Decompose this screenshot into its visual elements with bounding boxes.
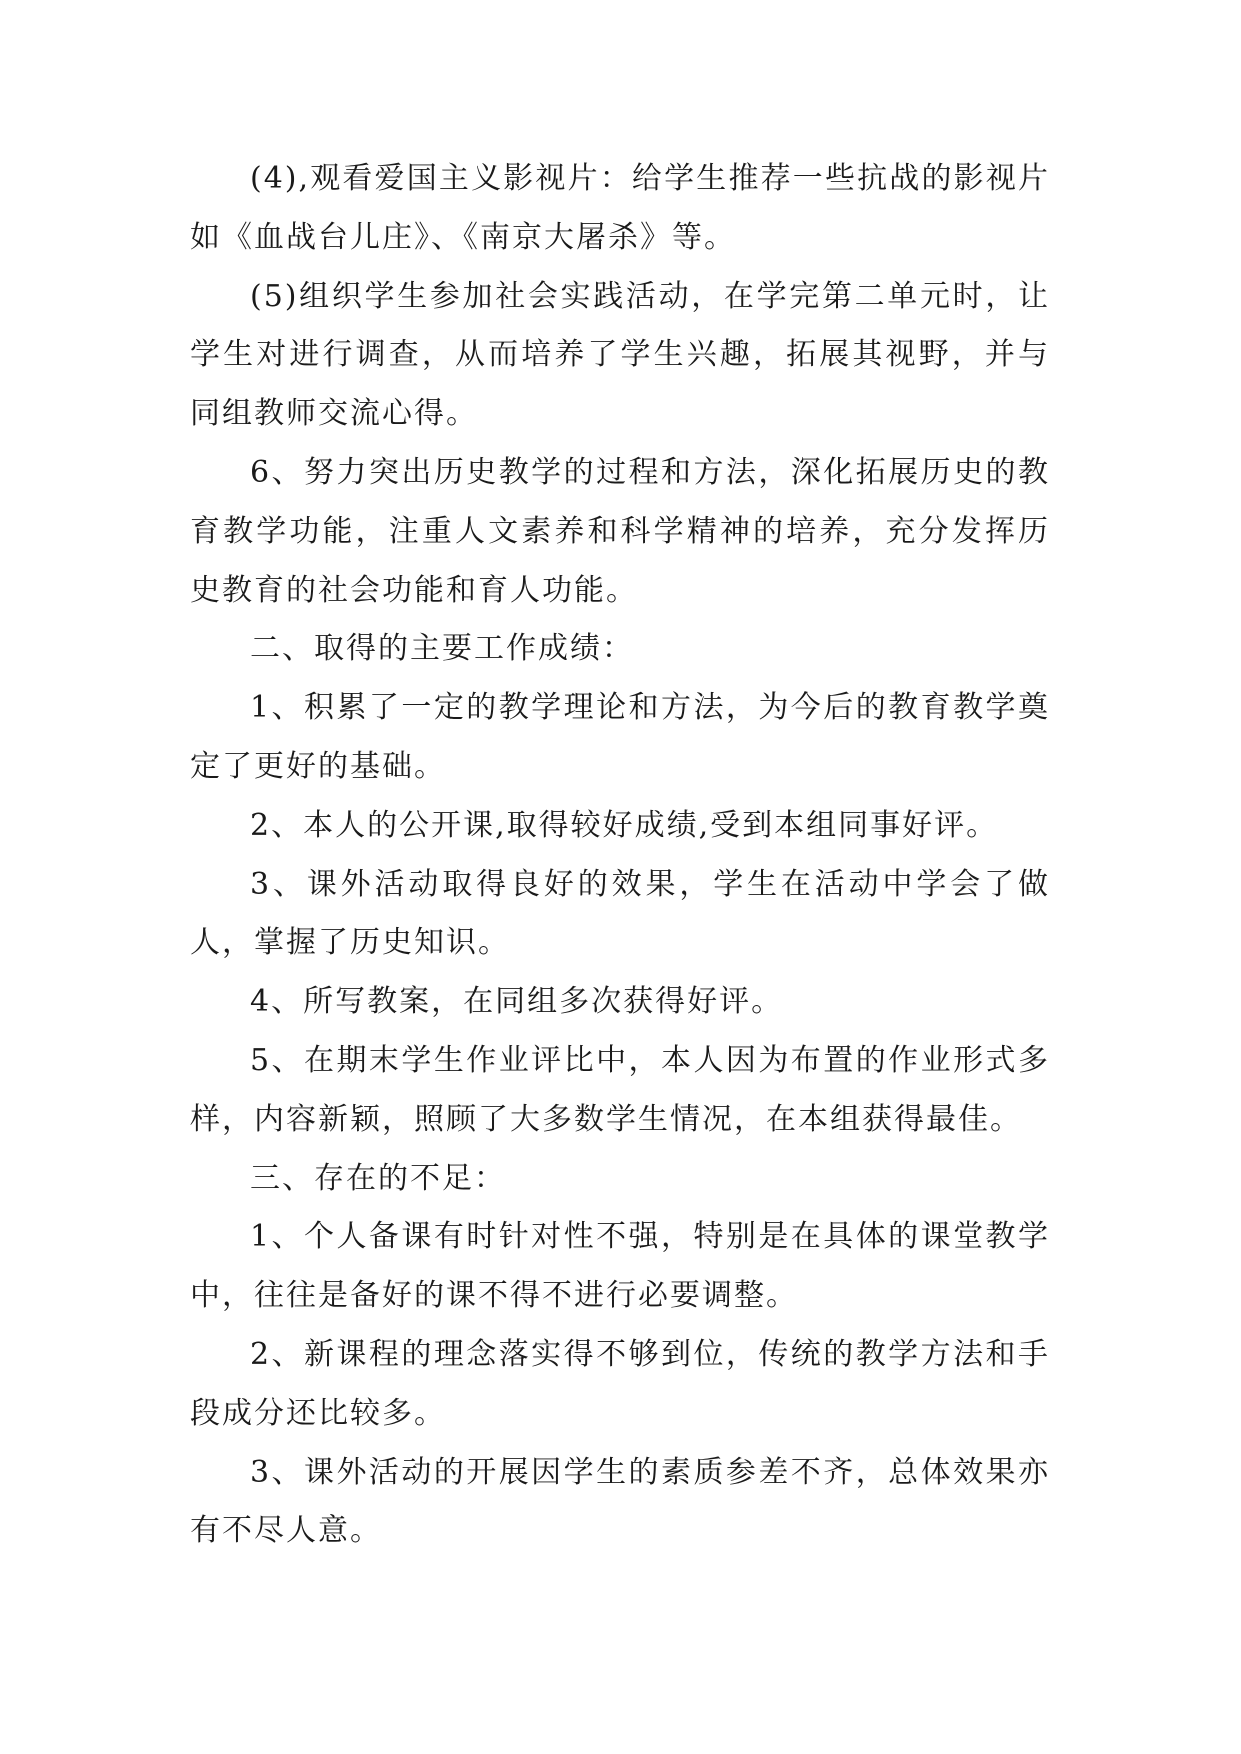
section-heading-achievements: 二、取得的主要工作成绩：	[250, 631, 634, 667]
section-heading-shortcomings: 三、存在的不足：	[250, 1160, 506, 1196]
paragraph-achievement-2: 2、本人的公开课,取得较好成绩,受到本组同事好评。	[250, 807, 999, 843]
paragraph-achievement-3: 3、课外活动取得良好的效果，学生在活动中学会了做人，掌握了历史知识。	[190, 866, 1050, 961]
paragraph-shortcoming-1: 1、个人备课有时针对性不强，特别是在具体的课堂教学中，往往是备好的课不得不进行必要调整。	[190, 1219, 1050, 1314]
paragraph-film-recommendation: (4),观看爱国主义影视片：给学生推荐一些抗战的影视片如《血战台儿庄》、《南京大屠杀》等。	[190, 161, 1050, 255]
paragraph-achievement-5: 5、在期末学生作业评比中，本人因为布置的作业形式多样，内容新颖，照顾了大多数学生情况，在本组获得最佳。	[190, 1042, 1050, 1137]
paragraph-social-practice: (5)组织学生参加社会实践活动，在学完第二单元时，让学生对进行调查，从而培养了学生兴趣，拓展其视野，并与同组教师交流心得。	[190, 278, 1050, 432]
paragraph-teaching-process: 6、努力突出历史教学的过程和方法，深化拓展历史的教育教学功能，注重人文素养和科学精神的培养，充分发挥历史教育的社会功能和育人功能。	[190, 454, 1050, 608]
paragraph-achievement-1: 1、积累了一定的教学理论和方法，为今后的教育教学奠定了更好的基础。	[190, 690, 1050, 784]
paragraph-achievement-4: 4、所写教案，在同组多次获得好评。	[250, 984, 784, 1020]
paragraph-shortcoming-2: 2、新课程的理念落实得不够到位，传统的教学方法和手段成分还比较多。	[190, 1336, 1050, 1431]
paragraph-shortcoming-3: 3、课外活动的开展因学生的素质参差不齐，总体效果亦有不尽人意。	[190, 1454, 1050, 1549]
document-body	[190, 150, 1050, 1561]
